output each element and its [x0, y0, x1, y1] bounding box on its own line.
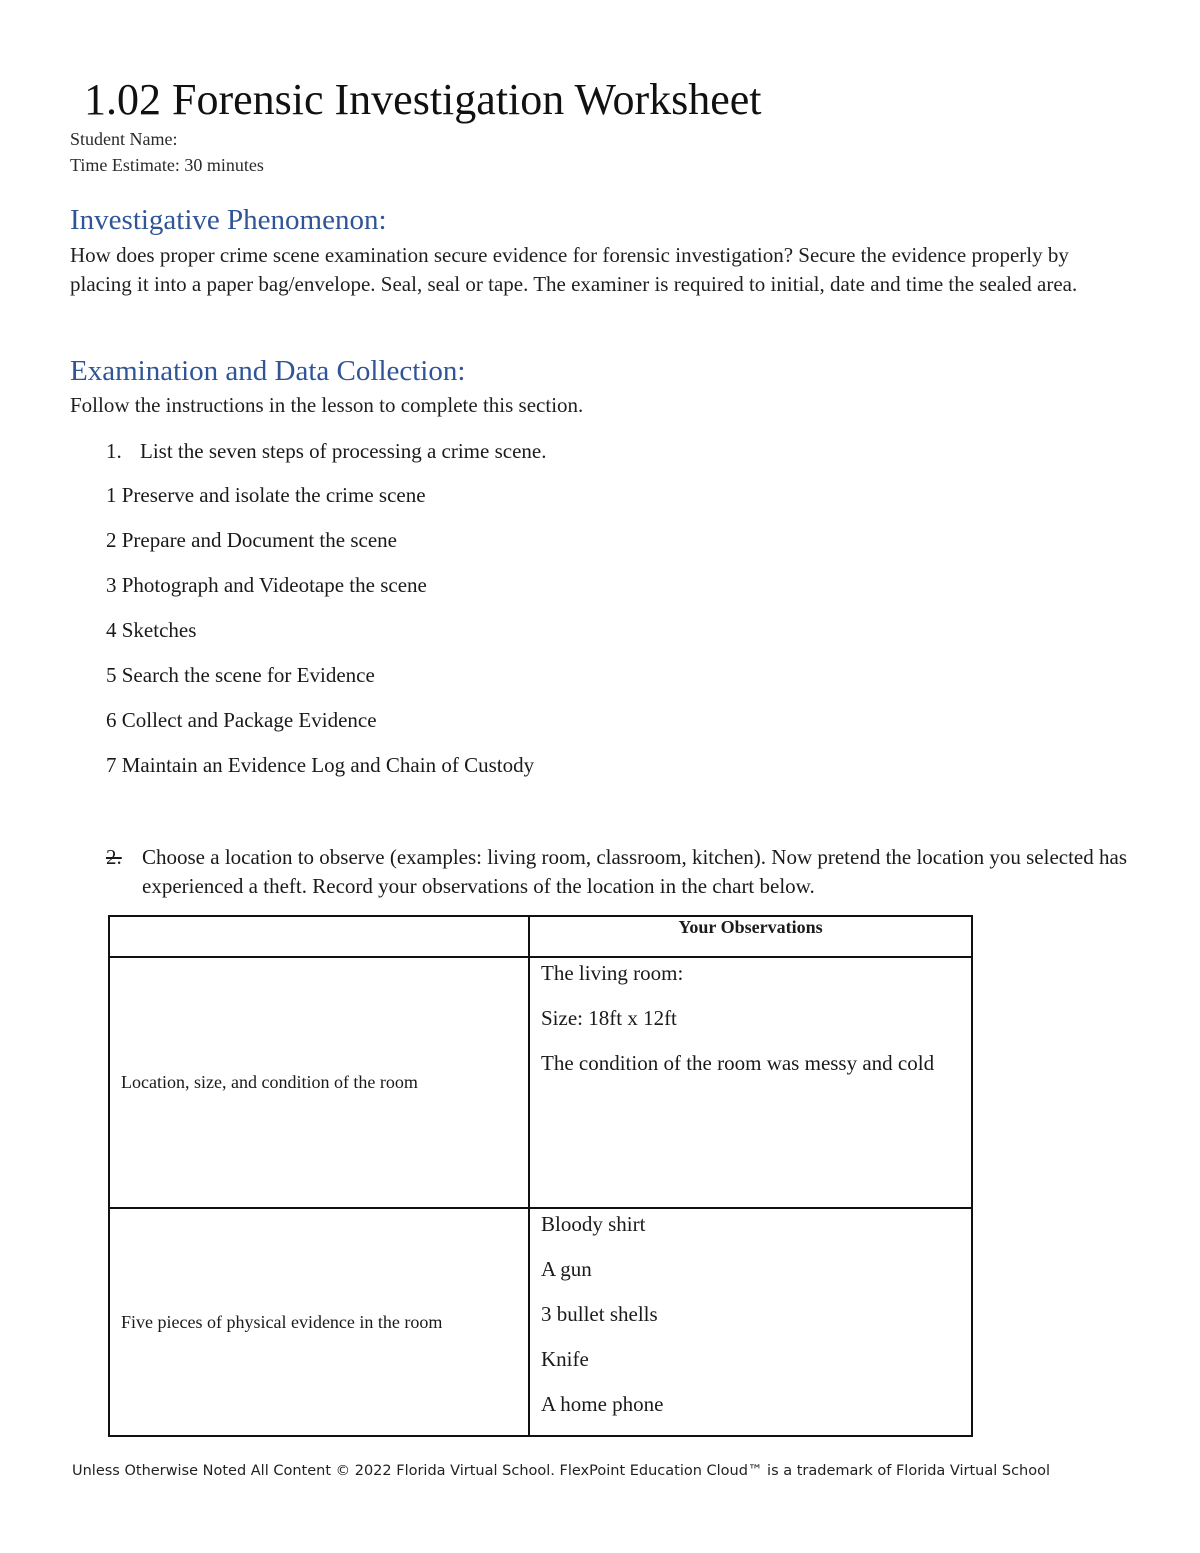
examination-heading: Examination and Data Collection:: [70, 355, 466, 387]
step-item: 3 Photograph and Videotape the scene: [106, 573, 427, 597]
observation-text: A gun: [541, 1257, 592, 1281]
observation-cell[interactable]: [529, 957, 972, 1208]
instructions-text: Follow the instructions in the lesson to complete this section.: [70, 393, 584, 417]
observation-text: Size: 18ft x 12ft: [541, 1006, 677, 1030]
table-header-row: [109, 916, 972, 957]
step-item: 4 Sketches: [106, 618, 197, 642]
table-row: [109, 1208, 972, 1436]
step-item: 5 Search the scene for Evidence: [106, 663, 375, 687]
student-name-label: Student Name:: [70, 129, 178, 149]
step-item: 7 Maintain an Evidence Log and Chain of Custody: [106, 753, 535, 777]
time-estimate: Time Estimate: 30 minutes: [70, 155, 264, 175]
copyright-footer: Unless Otherwise Noted All Content © 2022 Florida Virtual School. FlexPoint Education Cloud™ is a trademark of Florida Virtual School: [72, 1463, 1051, 1479]
phenomenon-heading: Investigative Phenomenon:: [70, 204, 387, 236]
question-2: [106, 843, 1136, 901]
observation-cell[interactable]: [529, 1208, 972, 1436]
observation-text: A home phone: [541, 1392, 664, 1416]
observations-table: [108, 915, 973, 1437]
row-label: Five pieces of physical evidence in the room: [109, 1208, 529, 1436]
question-2-number: 2.: [106, 845, 122, 869]
step-item: 1 Preserve and isolate the crime scene: [106, 483, 426, 507]
question-1-number: 1.: [106, 439, 122, 463]
observation-text: Bloody shirt: [541, 1212, 646, 1236]
observation-text: The condition of the room was messy and cold: [541, 1051, 935, 1075]
page-title: 1.02 Forensic Investigation Worksheet: [84, 75, 762, 124]
question-1-text: List the seven steps of processing a crime scene.: [140, 439, 547, 463]
table-header-observations: Your Observations: [529, 916, 972, 957]
question-2-text: Choose a location to observe (examples: living room, classroom, kitchen). Now pretend the location you selected has experienced a theft. Record your observations of the location in the chart below.: [142, 845, 1127, 898]
question-1: [106, 437, 546, 466]
step-item: 6 Collect and Package Evidence: [106, 708, 377, 732]
table-row: [109, 957, 972, 1208]
row-label: Location, size, and condition of the room: [109, 957, 529, 1208]
step-item: 2 Prepare and Document the scene: [106, 528, 397, 552]
crime-scene-steps-list: [106, 481, 534, 796]
phenomenon-text: How does proper crime scene examination secure evidence for forensic investigation? Secure the evidence properly by placing it into a paper bag/envelope. Seal, seal or tape. The examiner is required to initial, date and time the sealed area.: [70, 243, 1078, 296]
observation-text: The living room:: [541, 961, 684, 985]
observation-text: 3 bullet shells: [541, 1302, 658, 1326]
observation-text: Knife: [541, 1347, 589, 1371]
table-header-empty: [109, 916, 529, 957]
